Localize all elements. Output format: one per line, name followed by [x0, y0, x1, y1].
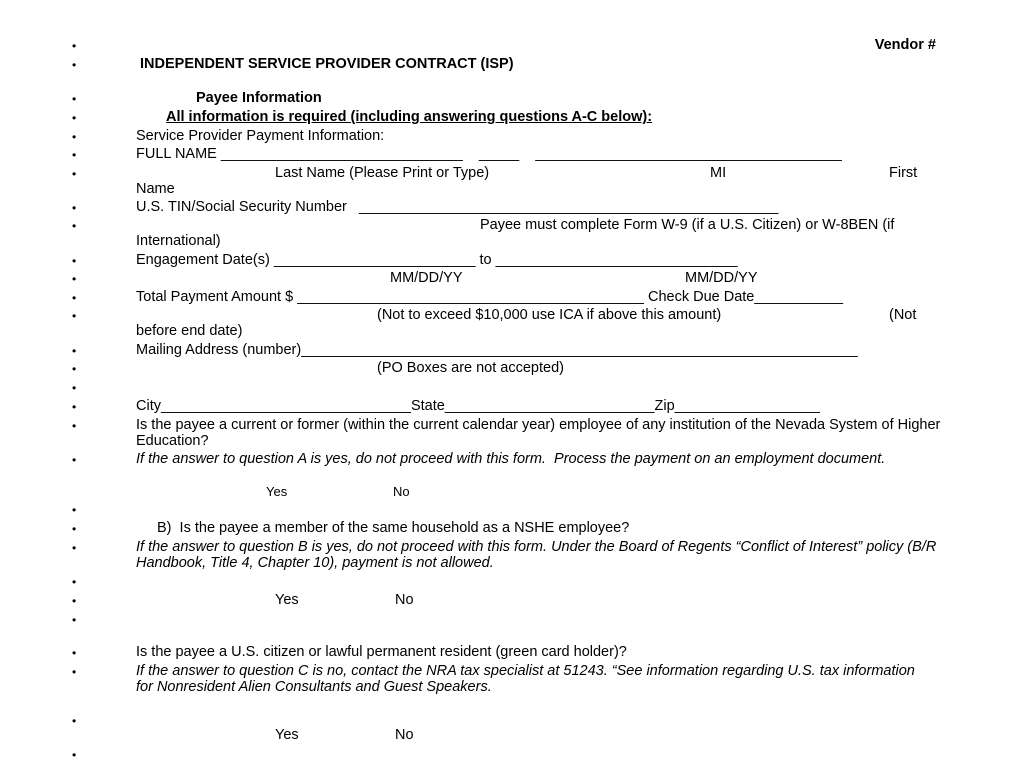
list-bullet: • — [72, 254, 77, 268]
list-bullet: • — [72, 272, 77, 286]
list-bullet: • — [72, 665, 77, 679]
not-exceed-note: (Not to exceed $10,000 use ICA if above this amount) — [377, 307, 722, 323]
list-bullet: • — [72, 362, 77, 376]
list-bullet: • — [72, 646, 77, 660]
list-bullet: • — [72, 92, 77, 106]
full-name-field[interactable]: FULL NAME ______________________________ _____ ______________________________________ — [136, 146, 842, 162]
list-bullet: • — [72, 344, 77, 358]
list-bullet: • — [72, 130, 77, 144]
answer-b-yes[interactable]: Yes — [275, 592, 299, 608]
w9-note: Payee must complete Form W-9 (if a U.S. Citizen) or W-8BEN (if — [480, 217, 895, 233]
tin-field[interactable]: U.S. TIN/Social Security Number ____________________________________________________ — [136, 199, 779, 215]
list-bullet: • — [72, 111, 77, 125]
engagement-dates-field[interactable]: Engagement Date(s) _________________________ to ______________________________ — [136, 252, 738, 268]
payment-amount-field[interactable]: Total Payment Amount $ ___________________________________________ Check Due Date___________ — [136, 289, 844, 305]
list-bullet: • — [72, 148, 77, 162]
mi-caption: MI — [710, 165, 727, 181]
answer-c-no[interactable]: No — [395, 727, 414, 743]
list-bullet: • — [72, 714, 77, 728]
payee-heading: Payee Information — [196, 90, 322, 106]
instruction-b: If the answer to question B is yes, do not proceed with this form. Under the Board of Regents “Conflict of Interest” policy (B/R Handbook, Title 4, Chapter 10), payment is not allowed. — [136, 539, 937, 571]
list-bullet: • — [72, 381, 77, 395]
list-bullet: • — [72, 309, 77, 323]
answer-c-yes[interactable]: Yes — [275, 727, 299, 743]
start-date-caption: MM/DD/YY — [390, 270, 463, 286]
answer-a-no[interactable]: No — [393, 484, 410, 499]
not-before-note-cont: before end date) — [136, 323, 243, 339]
required-note: All information is required (including answering questions A-C below): — [166, 109, 653, 125]
w9-note-cont: International) — [136, 233, 221, 249]
name-caption: Name — [136, 181, 175, 197]
instruction-c: If the answer to question C is no, contact the NRA tax specialist at 51243. “See information regarding U.S. tax information for Nonresident Alien Consultants and Guest Speakers. — [136, 663, 915, 695]
po-box-note: (PO Boxes are not accepted) — [377, 360, 564, 376]
list-bullet: • — [72, 613, 77, 627]
list-bullet: • — [72, 419, 77, 433]
payment-info-label: Service Provider Payment Information: — [136, 128, 385, 144]
mailing-address-field[interactable]: Mailing Address (number)_____________________________________________________________________ — [136, 342, 858, 358]
answer-b-no[interactable]: No — [395, 592, 414, 608]
list-bullet: • — [72, 541, 77, 555]
list-bullet: • — [72, 58, 77, 72]
city-state-zip-field[interactable]: City_______________________________State__________________________Zip__________________ — [136, 398, 820, 414]
list-bullet: • — [72, 400, 77, 414]
instruction-a: If the answer to question A is yes, do not proceed with this form. Process the payment on an employment document. — [136, 451, 886, 467]
list-bullet: • — [72, 167, 77, 181]
list-bullet: • — [72, 453, 77, 467]
list-bullet: • — [72, 219, 77, 233]
list-bullet: • — [72, 522, 77, 536]
list-bullet: • — [72, 39, 77, 53]
list-bullet: • — [72, 503, 77, 517]
list-bullet: • — [72, 291, 77, 305]
document-title: INDEPENDENT SERVICE PROVIDER CONTRACT (ISP) — [140, 56, 514, 72]
not-before-note: (Not — [889, 307, 917, 323]
list-bullet: • — [72, 594, 77, 608]
list-bullet: • — [72, 575, 77, 589]
vendor-number-label: Vendor # — [874, 37, 936, 53]
question-a: Is the payee a current or former (within the current calendar year) employee of any institution of the Nevada System of Higher Education? — [136, 417, 941, 449]
list-bullet: • — [72, 201, 77, 215]
end-date-caption: MM/DD/YY — [685, 270, 758, 286]
last-name-caption: Last Name (Please Print or Type) — [275, 165, 490, 181]
question-c: Is the payee a U.S. citizen or lawful permanent resident (green card holder)? — [136, 644, 627, 660]
answer-a-yes[interactable]: Yes — [266, 484, 288, 499]
first-name-caption: First — [889, 165, 918, 181]
list-bullet: • — [72, 748, 77, 762]
question-b: B) Is the payee a member of the same household as a NSHE employee? — [157, 520, 630, 536]
